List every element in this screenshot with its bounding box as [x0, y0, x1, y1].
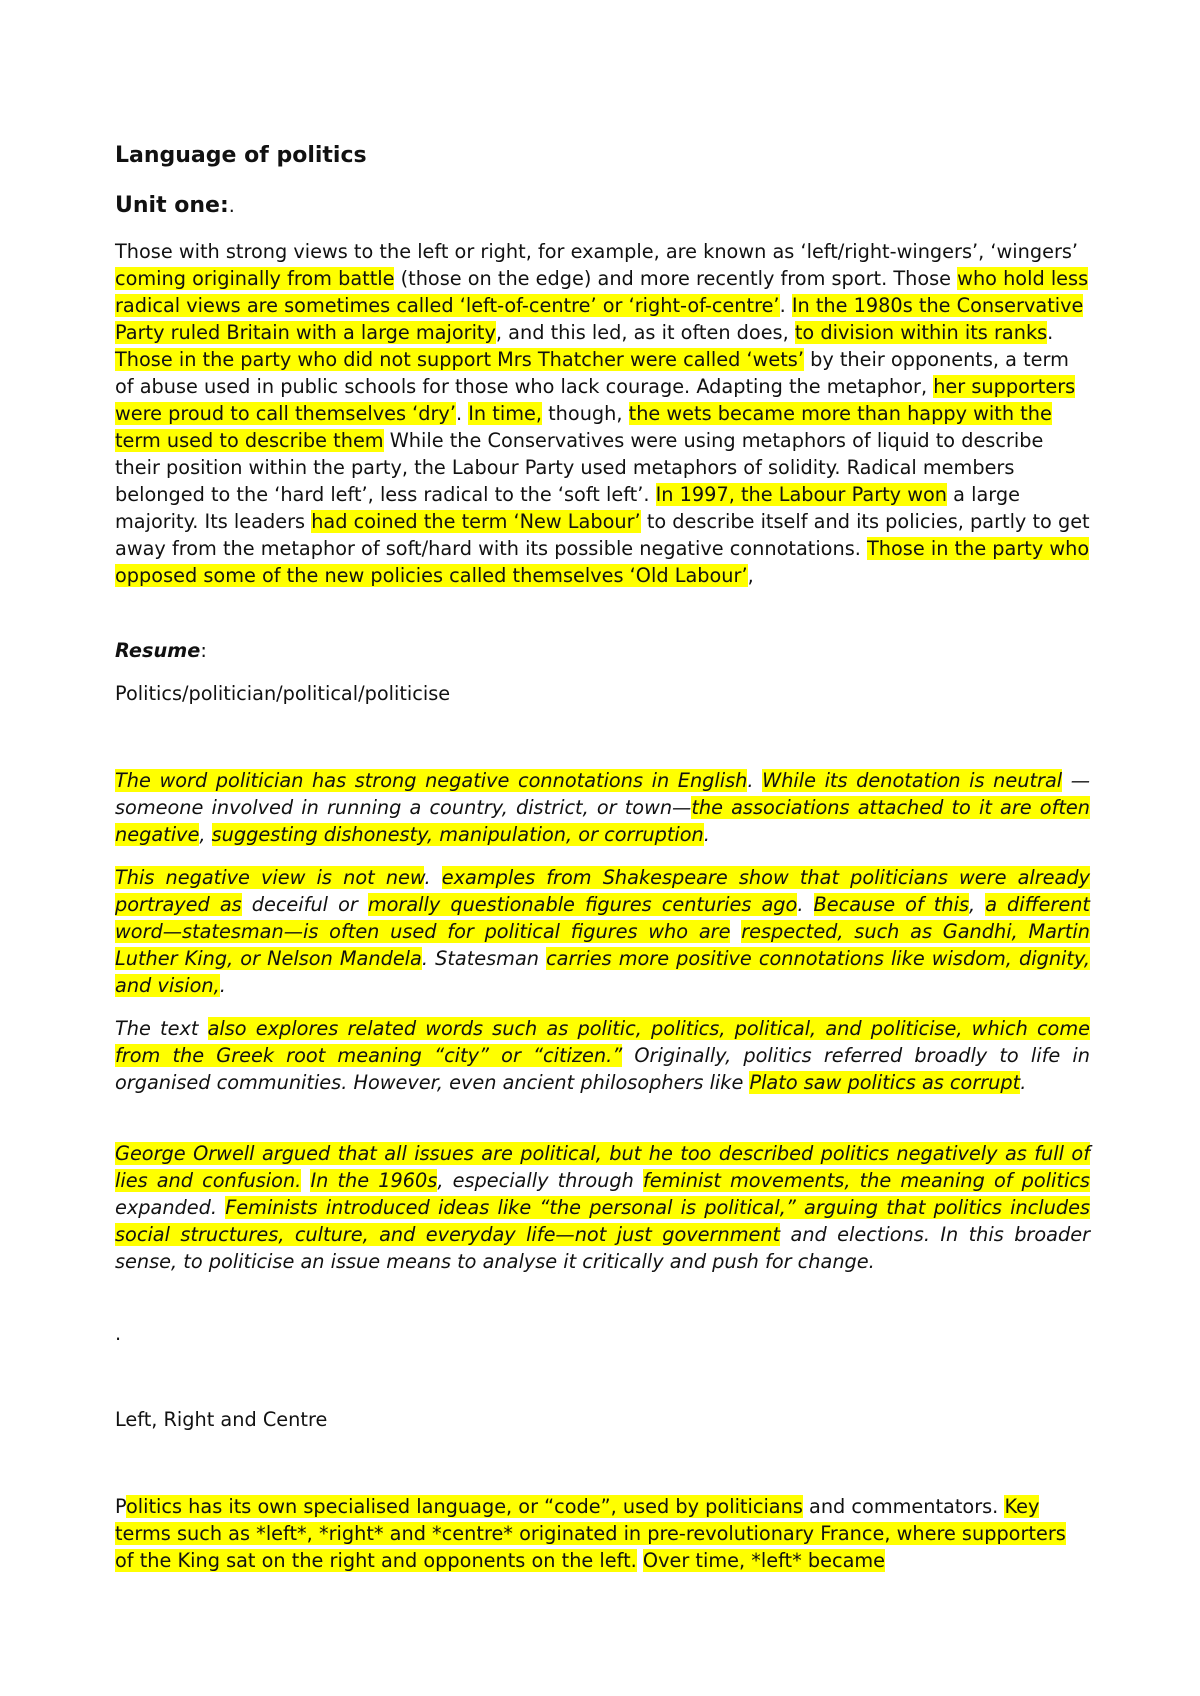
unit-heading-text: Unit one: [115, 193, 229, 218]
unit-heading [115, 193, 235, 218]
paragraph-unit-one [115, 238, 1090, 589]
text-run: , [747, 564, 754, 587]
highlighted-text: Plato saw politics as corrupt [749, 1071, 1021, 1094]
text-run [637, 1549, 643, 1572]
text-run: , [969, 893, 986, 916]
highlighted-text: the wets became more than happy with the term used to describe them [115, 402, 1052, 452]
paragraph-politician-connotations [115, 767, 1090, 848]
text-run: though, [541, 402, 629, 425]
highlighted-text: the associations attached to it are often negative [115, 796, 1090, 846]
text-run: , especially through [437, 1169, 643, 1192]
word-family: Politics/politician/political/politicise [115, 682, 451, 705]
section-heading: Left, Right and Centre [115, 1408, 328, 1431]
highlighted-text: George Orwell argued that all issues are political, but he too described politics negatively as full of lies and confusion. [115, 1142, 1090, 1192]
text-run: Originally, politics referred broadly to life in organised communities. However, even ancient philosophers like [115, 1044, 1090, 1094]
highlighted-text: In 1997, the Labour Party won [655, 483, 948, 506]
highlighted-text: carries more positive connotations like wisdom, dignity, and vision, [115, 947, 1091, 997]
text-run: Those with strong views to the left or right, for example, are known as ‘left/right-wingers’, ‘wingers’ [115, 240, 1079, 263]
highlighted-text: her supporters were proud to call themselves ‘dry’ [115, 375, 1076, 425]
paragraph-statesman [115, 864, 1090, 999]
text-run: P [115, 1495, 126, 1518]
highlighted-text: In time, [468, 402, 542, 425]
paragraph-orwell-feminism [115, 1140, 1090, 1275]
highlighted-text: This negative view is not new [115, 866, 425, 889]
text-run: (those on the edge) and more recently from sport. Those [394, 267, 958, 290]
highlighted-text: olitics has its own specialised language, or “code”, used by politicians [125, 1495, 803, 1518]
highlighted-text: Key terms such as *left*, *right* and *centre* originated in pre-revolutionary France, where supporters of the King sat on the right and opponents on the left. [115, 1495, 1066, 1572]
text-run: . Statesman [421, 947, 547, 970]
paragraph-left-right-centre [115, 1493, 1090, 1574]
highlighted-text: In the 1980s the Conservative Party ruled Britain with a large majority [115, 294, 1084, 344]
highlighted-text: a different word—statesman—is often used for political figures who are [115, 893, 1090, 943]
highlighted-text: Those in the party who did not support Mrs Thatcher were called ‘wets’ [115, 348, 804, 371]
paragraph-related-words [115, 1015, 1090, 1096]
text-run [730, 920, 741, 943]
highlighted-text: Those in the party who opposed some of the new policies called themselves ‘Old Labour’ [115, 537, 1090, 587]
highlighted-text: Feminists introduced ideas like “the personal is political,” arguing that politics includes social structures, culture, and everyday life—not just government [115, 1196, 1090, 1246]
unit-heading-suffix: . [228, 195, 235, 217]
highlighted-text: Because of this [813, 893, 969, 916]
text-run: deceiful or [241, 893, 368, 916]
text-run: . [424, 866, 442, 889]
text-run: The text [115, 1017, 208, 1040]
highlighted-text: had coined the term ‘New Labour’ [311, 510, 641, 533]
highlighted-text: who hold less radical views are sometimes called ‘left-of-centre’ or ‘right-of-centre’ [115, 267, 1089, 317]
document-title: Language of politics [115, 143, 367, 168]
text-run: a large majority. Its leaders [115, 483, 1020, 533]
text-run: . [747, 769, 763, 792]
highlighted-text: In the 1960s [310, 1169, 438, 1192]
text-run: , [199, 823, 212, 846]
highlighted-text: While its denotation is neutral [762, 769, 1063, 792]
highlighted-text: feminist movements, the meaning of politics [642, 1169, 1090, 1192]
text-run: and commentators. [802, 1495, 1005, 1518]
separator-dot: . [115, 1322, 122, 1345]
highlighted-text: also explores related words such as politic, politics, political, and politicise, which come from the Greek root meaning “city” or “citizen.” [115, 1017, 1091, 1067]
text-run: While the Conservatives were using metaphors of liquid to describe their position within the party, the Labour Party used metaphors of solidity. Radical members belonged to the ‘hard left’, less radical to the ‘soft left’. [115, 429, 1044, 506]
text-run: , and this led, as it often does, [495, 321, 795, 344]
resume-colon: : [200, 639, 207, 662]
text-run: . [455, 402, 469, 425]
text-run: . [797, 893, 814, 916]
highlighted-text: to division within its ranks [794, 321, 1048, 344]
text-run: . [1047, 321, 1054, 344]
resume-label-text: Resume [115, 639, 201, 662]
resume-label [115, 637, 207, 664]
highlighted-text: Over time, *left* became [642, 1549, 886, 1572]
text-run: by their opponents, a term of abuse used in public schools for those who lack courage. Adapting the metaphor, [115, 348, 1069, 398]
highlighted-text: examples from Shakespeare show that politicians were already portrayed as [115, 866, 1091, 916]
text-run: . [219, 974, 226, 997]
highlighted-text: respected, such as Gandhi, Martin Luther King, or Nelson Mandela [115, 920, 1090, 970]
highlighted-text: The word politician has strong negative connotations in English [115, 769, 748, 792]
highlighted-text: coming originally from battle [115, 267, 395, 290]
text-run: —someone involved in running a country, district, or town— [115, 769, 1090, 819]
highlighted-text: suggesting dishonesty, manipulation, or corruption [211, 823, 704, 846]
text-run: expanded. [115, 1196, 226, 1219]
text-run: to describe itself and its policies, partly to get away from the metaphor of soft/hard with its possible negative connotations. [115, 510, 1090, 560]
highlighted-text: morally questionable figures centuries ago [367, 893, 798, 916]
text-run: . [703, 823, 710, 846]
text-run: . [779, 294, 792, 317]
text-run: and elections. In this broader sense, to politicise an issue means to analyse it critically and push for change. [115, 1223, 1090, 1273]
text-run: . [1020, 1071, 1027, 1094]
